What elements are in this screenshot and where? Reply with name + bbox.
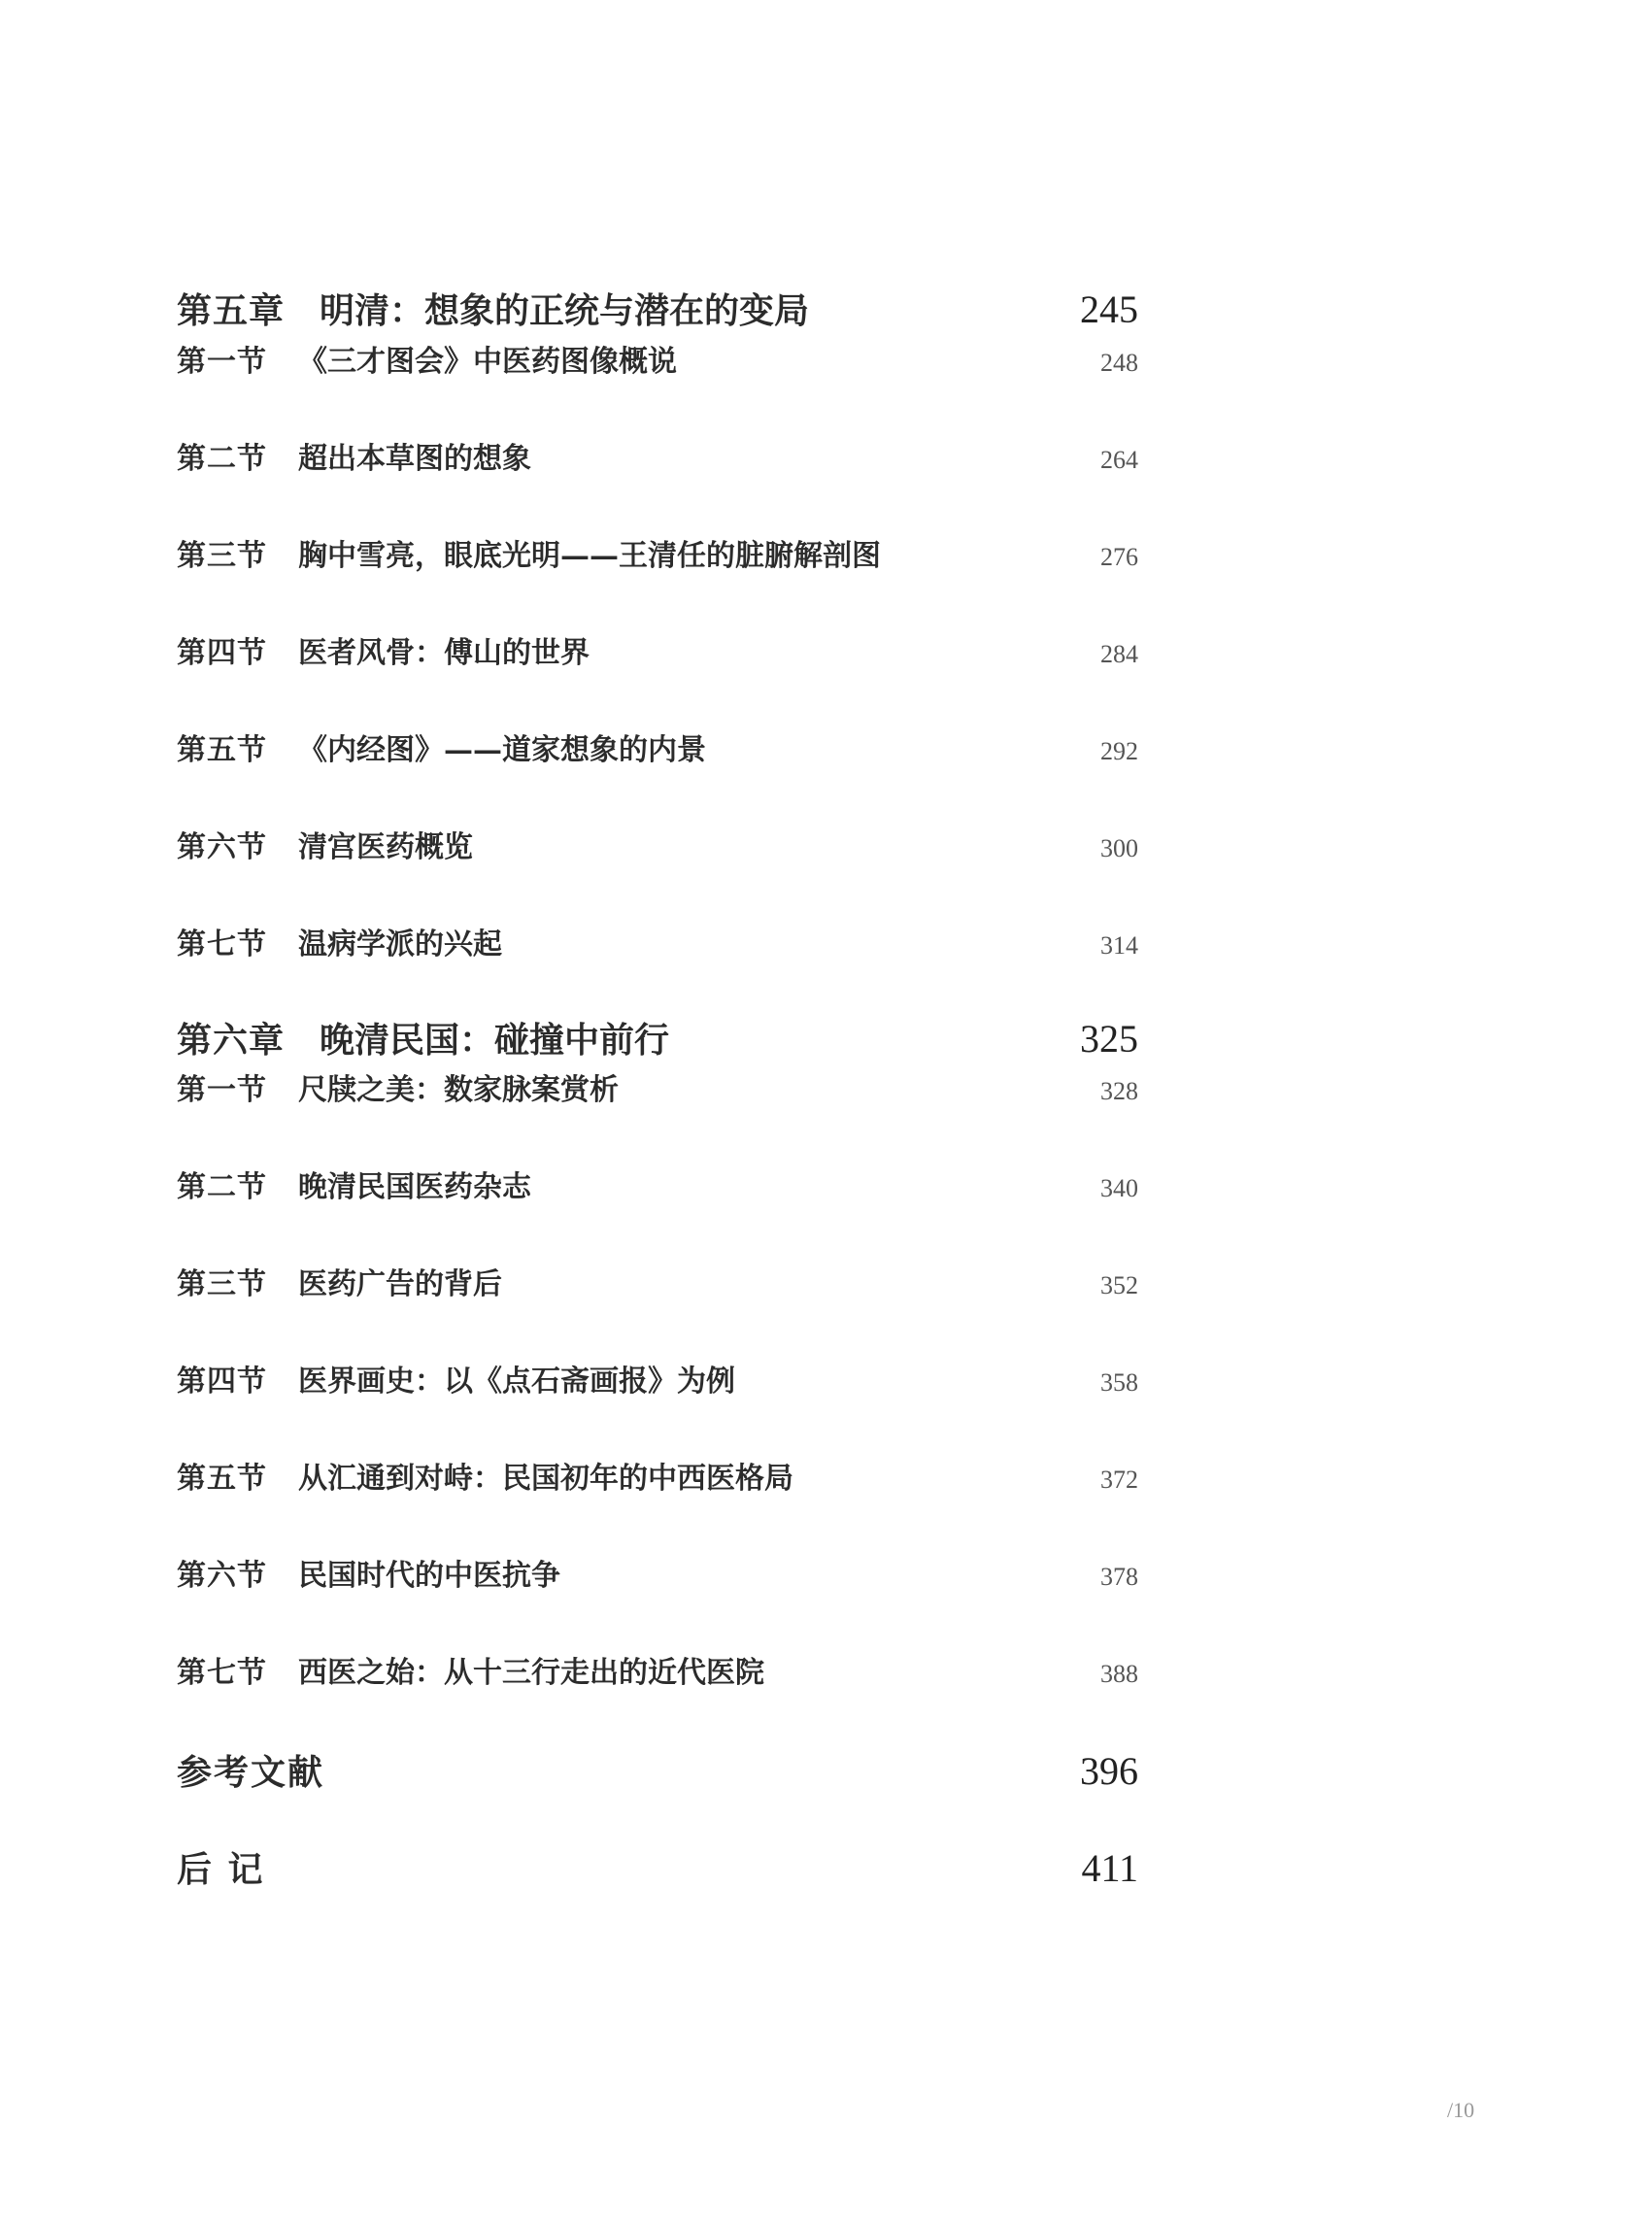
section-title: 晚清民国医药杂志 <box>298 1170 531 1204</box>
section-page-number: 388 <box>1100 1660 1138 1688</box>
toc-references[interactable] <box>177 1745 1138 1795</box>
section-title: 胸中雪亮，眼底光明——王清任的脏腑解剖图 <box>298 539 881 573</box>
section-number: 第四节 <box>177 636 267 670</box>
toc-section[interactable] <box>177 1065 1138 1108</box>
toc-section[interactable] <box>177 434 1138 477</box>
section-page-number: 328 <box>1100 1077 1138 1105</box>
toc-section[interactable] <box>177 725 1138 768</box>
section-title: 《内经图》——道家想象的内景 <box>298 733 706 767</box>
section-title: 西医之始：从十三行走出的近代医院 <box>298 1656 764 1690</box>
section-title: 医药广告的背后 <box>298 1267 502 1301</box>
chapter-number: 第五章 <box>177 290 286 331</box>
toc-section[interactable] <box>177 1260 1138 1302</box>
section-title: 超出本草图的想象 <box>298 442 531 476</box>
section-number: 第二节 <box>177 442 267 476</box>
references-page-number: 396 <box>1080 1749 1138 1793</box>
section-number: 第二节 <box>177 1170 267 1204</box>
chapter-title: 明清：想象的正统与潜在的变局 <box>320 290 810 331</box>
section-title: 医者风骨：傅山的世界 <box>298 636 590 670</box>
toc-section[interactable] <box>177 823 1138 865</box>
toc-section[interactable] <box>177 531 1138 574</box>
section-number: 第三节 <box>177 539 267 573</box>
toc-section[interactable] <box>177 337 1138 380</box>
section-page-number: 284 <box>1100 640 1138 668</box>
chapter-title: 晚清民国：碰撞中前行 <box>320 1020 670 1061</box>
toc-section[interactable] <box>177 1551 1138 1594</box>
chapter-page-number: 325 <box>1080 1017 1138 1061</box>
section-page-number: 358 <box>1100 1368 1138 1397</box>
section-page-number: 340 <box>1100 1174 1138 1202</box>
section-title: 从汇通到对峙：民国初年的中西医格局 <box>298 1462 793 1496</box>
section-page-number: 292 <box>1100 737 1138 765</box>
section-page-number: 372 <box>1100 1466 1138 1494</box>
afterword-page-number: 411 <box>1081 1846 1138 1890</box>
section-page-number: 248 <box>1100 349 1138 377</box>
section-number: 第一节 <box>177 345 267 379</box>
section-title: 清宫医药概览 <box>298 830 473 864</box>
toc-chapter-6[interactable] <box>177 1013 1138 1062</box>
toc-afterword[interactable] <box>177 1842 1138 1892</box>
section-page-number: 264 <box>1100 446 1138 474</box>
section-title: 温病学派的兴起 <box>298 927 502 961</box>
section-page-number: 276 <box>1100 543 1138 571</box>
chapter-number: 第六章 <box>177 1020 286 1061</box>
chapter-page-number: 245 <box>1080 287 1138 331</box>
section-number: 第四节 <box>177 1365 267 1399</box>
toc-section[interactable] <box>177 1163 1138 1205</box>
section-title: 《三才图会》中医药图像概说 <box>298 345 677 379</box>
references-title: 参考文献 <box>177 1752 325 1793</box>
section-page-number: 300 <box>1100 834 1138 862</box>
section-number: 第七节 <box>177 1656 267 1690</box>
section-title: 医界画史：以《点石斋画报》为例 <box>298 1365 735 1399</box>
toc-section[interactable] <box>177 628 1138 671</box>
section-page-number: 378 <box>1100 1563 1138 1591</box>
section-number: 第一节 <box>177 1073 267 1107</box>
section-number: 第三节 <box>177 1267 267 1301</box>
toc-section[interactable] <box>177 1648 1138 1691</box>
section-number: 第六节 <box>177 1559 267 1593</box>
section-page-number: 314 <box>1100 931 1138 960</box>
section-title: 尺牍之美：数家脉案赏析 <box>298 1073 619 1107</box>
section-number: 第六节 <box>177 830 267 864</box>
section-number: 第五节 <box>177 1462 267 1496</box>
afterword-title: 后 记 <box>177 1849 265 1890</box>
toc-section[interactable] <box>177 1454 1138 1497</box>
section-number: 第五节 <box>177 733 267 767</box>
section-title: 民国时代的中医抗争 <box>298 1559 560 1593</box>
folio-page-number: /10 <box>1447 2098 1475 2122</box>
section-page-number: 352 <box>1100 1271 1138 1299</box>
toc-section[interactable] <box>177 1357 1138 1399</box>
section-number: 第七节 <box>177 927 267 961</box>
toc-section[interactable] <box>177 920 1138 962</box>
toc-chapter-5[interactable] <box>177 284 1138 333</box>
